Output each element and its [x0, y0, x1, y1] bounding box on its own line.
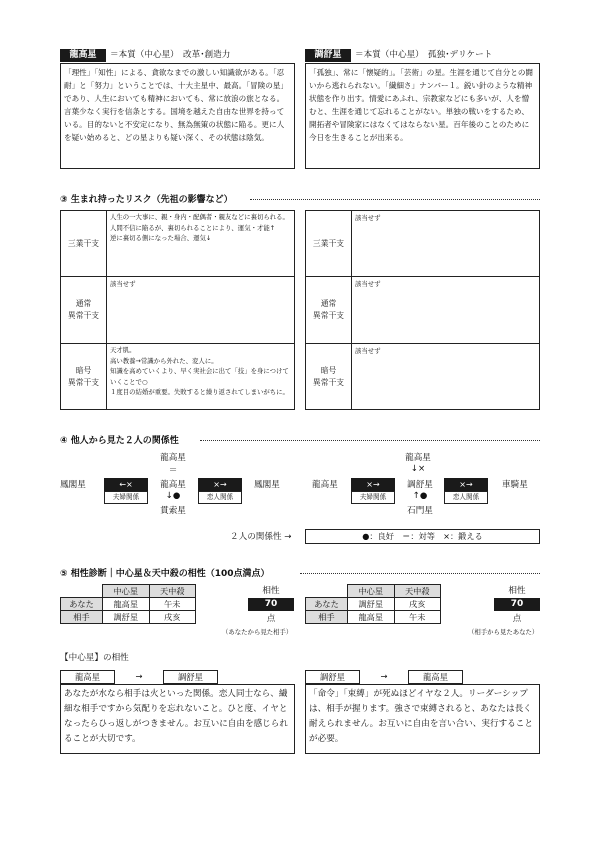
- chushin-left-to: 調舒星: [163, 670, 218, 684]
- rel-left-rel1-sub: 夫婦関係: [104, 491, 148, 504]
- rel-right-self-left: 龍高星: [312, 480, 338, 490]
- risk-left-sangou: 人生の一大事に、親・身内・配偶者・親友などに裏切られる。 人間不信に陥るが、裏切られることにより、運気・才能↑ 逆に裏切る側になった場合、運気↓: [107, 211, 295, 277]
- risk-heading: ③ 生まれ持ったリスク（先祖の影響など）: [60, 195, 233, 205]
- left-honshitsu-star: 龍高星: [60, 49, 106, 62]
- chushin-left-arrow: →: [135, 671, 143, 681]
- chushin-right-body: 「命令」「束縛」が死ぬほどイヤな２人。リーダーシップは、相手が握ります。強さで束縛されると、あなたは長く耐えられません。お互いに自由を言い合い、実行することが必要。: [305, 684, 540, 754]
- relation-legend: ●：良好 ＝：対等 ×：鍛える: [305, 529, 540, 544]
- aisho-left-tenchu: 午未: [149, 598, 196, 611]
- rel-right-up: ↑●: [412, 491, 428, 501]
- aisho-right-tenchu: 戌亥: [394, 598, 441, 611]
- right-honshitsu-subtitle: ＝本質（中心星） 孤独･デリケート: [355, 50, 493, 60]
- risk-label-tsujo-r: 通常 異常干支: [306, 277, 352, 344]
- risk-right-ango: 該当せず: [352, 344, 540, 410]
- aisho-left-tenchu: 戌亥: [149, 611, 196, 624]
- risk-left-tsujo: 該当せず: [107, 277, 295, 344]
- aisho-right-unit: 点: [512, 614, 522, 624]
- risk-label-sangou: 三業干支: [61, 211, 107, 277]
- risk-label-tsujo: 通常 異常干支: [61, 277, 107, 344]
- risk-label-sangou-r: 三業干支: [306, 211, 352, 277]
- rel-right-rel1: ×→: [351, 478, 395, 491]
- rel-right-self-right: 車騎星: [502, 480, 528, 490]
- aisho-right-col-center: 中心星: [348, 585, 395, 598]
- aisho-right-tenchu: 午未: [394, 611, 441, 624]
- aisho-right-score-label: 相性: [508, 586, 526, 596]
- aisho-right-note: （相手から見たあなた）: [468, 628, 539, 636]
- aisho-left-who: 相手: [61, 611, 103, 624]
- rel-left-down: ↓●: [165, 491, 181, 501]
- chushin-right-arrow: →: [380, 671, 388, 681]
- relation-legend-label: ２人の関係性 →: [230, 532, 292, 542]
- rel-left-rel2: ×→: [198, 478, 242, 491]
- risk-label-ango: 暗号 異常干支: [61, 344, 107, 410]
- rel-right-top-star: 龍高星: [405, 453, 431, 463]
- aisho-right-center: 調舒星: [348, 598, 395, 611]
- aisho-left-col-center: 中心星: [103, 585, 150, 598]
- aisho-heading: ⑤ 相性診断｜中心星＆天中殺の相性（100点満点）: [60, 569, 270, 579]
- right-honshitsu-star: 調舒星: [305, 49, 351, 62]
- rel-left-top-star: 龍高星: [160, 453, 186, 463]
- aisho-right-center: 龍高星: [348, 611, 395, 624]
- aisho-left-col-tenchu: 天中殺: [149, 585, 196, 598]
- risk-right-sangou: 該当せず: [352, 211, 540, 277]
- rel-left-rel2-sub: 恋人関係: [198, 491, 242, 504]
- risk-table-right: [305, 210, 540, 410]
- relation-heading-dots: [200, 440, 540, 441]
- left-honshitsu-body: 「理性」「知性」による、貪欲なまでの激しい知識欲がある。「忍耐」と「努力」ということでは、十大主星中、最高。「冒険の星」であり、人生においても精神においても、常に放浪の旅となる。言葉少なく実行を信条とする。国境を越えた自由な世界を持っている。目的ないと不安定になり、無為無策の状態に陥る。更に人を疑い始めると、どの星よりも疑い深く、その状態は陰気。: [60, 63, 295, 169]
- chushin-heading: 【中心星】の相性: [60, 653, 129, 663]
- chushin-right-from: 調舒星: [305, 670, 360, 684]
- risk-label-ango-r: 暗号 異常干支: [306, 344, 352, 410]
- aisho-table-right: [305, 584, 441, 624]
- chushin-right-to: 龍高星: [408, 670, 463, 684]
- rel-left-center-star: 龍高星: [160, 480, 186, 490]
- risk-right-tsujo: 該当せず: [352, 277, 540, 344]
- aisho-table-left: [60, 584, 196, 624]
- rel-right-rel2: ×→: [444, 478, 488, 491]
- rel-left-eq: ＝: [168, 466, 178, 476]
- rel-right-center-star: 調舒星: [407, 480, 433, 490]
- rel-right-rel1-sub: 夫婦関係: [351, 491, 395, 504]
- rel-right-bottom-star: 石門星: [407, 506, 433, 516]
- aisho-right-col-tenchu: 天中殺: [394, 585, 441, 598]
- relation-heading: ④ 他人から見た２人の関係性: [60, 436, 179, 446]
- aisho-left-score-label: 相性: [262, 586, 280, 596]
- aisho-left-center: 龍高星: [103, 598, 150, 611]
- aisho-right-who: 相手: [306, 611, 348, 624]
- aisho-left-who: あなた: [61, 598, 103, 611]
- chushin-left-from: 龍高星: [60, 670, 115, 684]
- rel-left-rel1: ←×: [104, 478, 148, 491]
- left-honshitsu-subtitle: ＝本質（中心星） 改革･創造力: [110, 50, 231, 60]
- aisho-left-unit: 点: [266, 614, 276, 624]
- risk-left-ango: 天才肌。 高い教養→常識から外れた、変人に。 知識を高めていくより、早く実社会に出て「技」を身につけていくことで○ １度目の結婚が重要。失敗すると繰り返されてしまいがちに。: [107, 344, 295, 410]
- rel-right-rel2-sub: 恋人関係: [444, 491, 488, 504]
- aisho-left-note: （あなたから見た相手）: [222, 628, 293, 636]
- aisho-right-score: 70: [494, 598, 540, 611]
- right-honshitsu-body: 「孤独」、常に「懐疑的」。「芸術」の星。生涯を通じて自分との闘いから逃れられない。「繊細さ」ナンバー１。鋭い針のような精神状態を作り出す。情愛にあふれ、宗教家などにも多いが、人を憎むと、生涯を通じて忘れることがない。単独の戦いをするため、開拓者や冒険家にはなくてはならない星。百年後のことのために今日を生きることが出来る。: [305, 63, 540, 169]
- rel-left-bottom-star: 貫索星: [160, 506, 186, 516]
- risk-table-left: [60, 210, 295, 410]
- rel-left-self-left: 鳳閣星: [60, 480, 86, 490]
- chushin-left-body: あなたが水なら相手は火といった関係。恋人同士なら、繊細な相手ですから気配りを忘れないこと。ひと度、イヤとなったらひっ返しがつきません。お互いに自由を感じられることが大切です。: [60, 684, 295, 754]
- aisho-right-who: あなた: [306, 598, 348, 611]
- risk-heading-dots: [250, 199, 540, 200]
- rel-right-down-mark: ↓×: [410, 464, 426, 474]
- aisho-left-center: 調舒星: [103, 611, 150, 624]
- aisho-left-score: 70: [248, 598, 294, 611]
- aisho-heading-dots: [300, 573, 540, 574]
- rel-left-self-right: 鳳閣星: [254, 480, 280, 490]
